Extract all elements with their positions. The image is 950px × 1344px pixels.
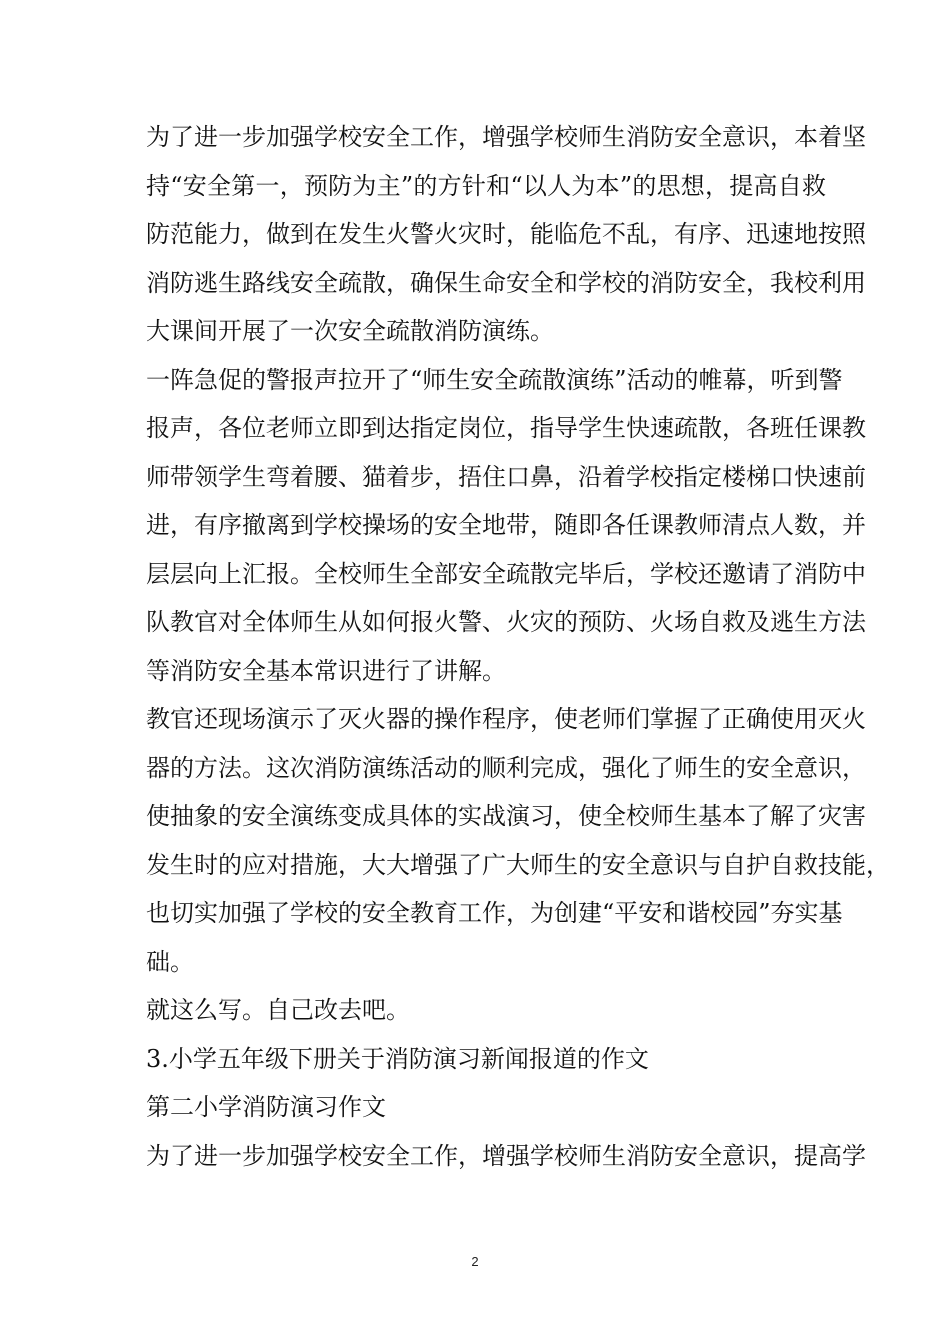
text-line: 一阵急促的警报声拉开了“师生安全疏散演练”活动的帷幕，听到警 [146, 365, 843, 394]
text-line: 为了进一步加强学校安全工作，增强学校师生消防安全意识，本着坚 [146, 123, 866, 151]
text-line: 进，有序撤离到学校操场的安全地带，随即各任课教师清点人数，并 [146, 511, 866, 539]
section-heading: 3.小学五年级下册关于消防演习新闻报道的作文 [146, 1044, 649, 1073]
document-body [146, 113, 890, 1180]
text-line: 队教官对全体师生从如何报火警、火灾的预防、火场自救及逃生方法 [146, 608, 866, 636]
text-line: 师带领学生弯着腰、猫着步，捂住口鼻，沿着学校指定楼梯口快速前 [146, 462, 866, 491]
text-line: 础。 [146, 947, 194, 976]
text-line: 消防逃生路线安全疏散，确保生命安全和学校的消防安全，我校利用 [146, 268, 866, 297]
text-line: 发生时的应对措施，大大增强了广大师生的安全意识与自护自救技能， [146, 850, 890, 879]
text-line: 教官还现场演示了灭火器的操作程序，使老师们掌握了正确使用灭火 [146, 705, 866, 733]
text-line: 为了进一步加强学校安全工作，增强学校师生消防安全意识，提高学 [146, 1141, 866, 1170]
text-line: 防范能力，做到在发生火警火灾时，能临危不乱，有序、迅速地按照 [146, 220, 866, 248]
text-line: 持“安全第一，预防为主”的方针和“以人为本”的思想，提高自救 [146, 171, 826, 200]
text-line: 使抽象的安全演练变成具体的实战演习，使全校师生基本了解了灾害 [146, 802, 866, 830]
page-number: 2 [471, 1254, 479, 1269]
text-line: 层层向上汇报。全校师生全部安全疏散完毕后，学校还邀请了消防中 [146, 559, 866, 588]
text-line: 报声，各位老师立即到达指定岗位，指导学生快速疏散，各班任课教 [146, 414, 866, 442]
text-line: 就这么写。自己改去吧。 [146, 996, 410, 1024]
text-line: 器的方法。这次消防演练活动的顺利完成，强化了师生的安全意识， [146, 753, 866, 782]
section-title: 第二小学消防演习作文 [146, 1093, 386, 1121]
text-line: 也切实加强了学校的安全教育工作，为创建“平安和谐校园”夯实基 [146, 899, 843, 927]
text-line: 等消防安全基本常识进行了讲解。 [146, 656, 506, 685]
text-line: 大课间开展了一次安全疏散消防演练。 [146, 317, 554, 345]
